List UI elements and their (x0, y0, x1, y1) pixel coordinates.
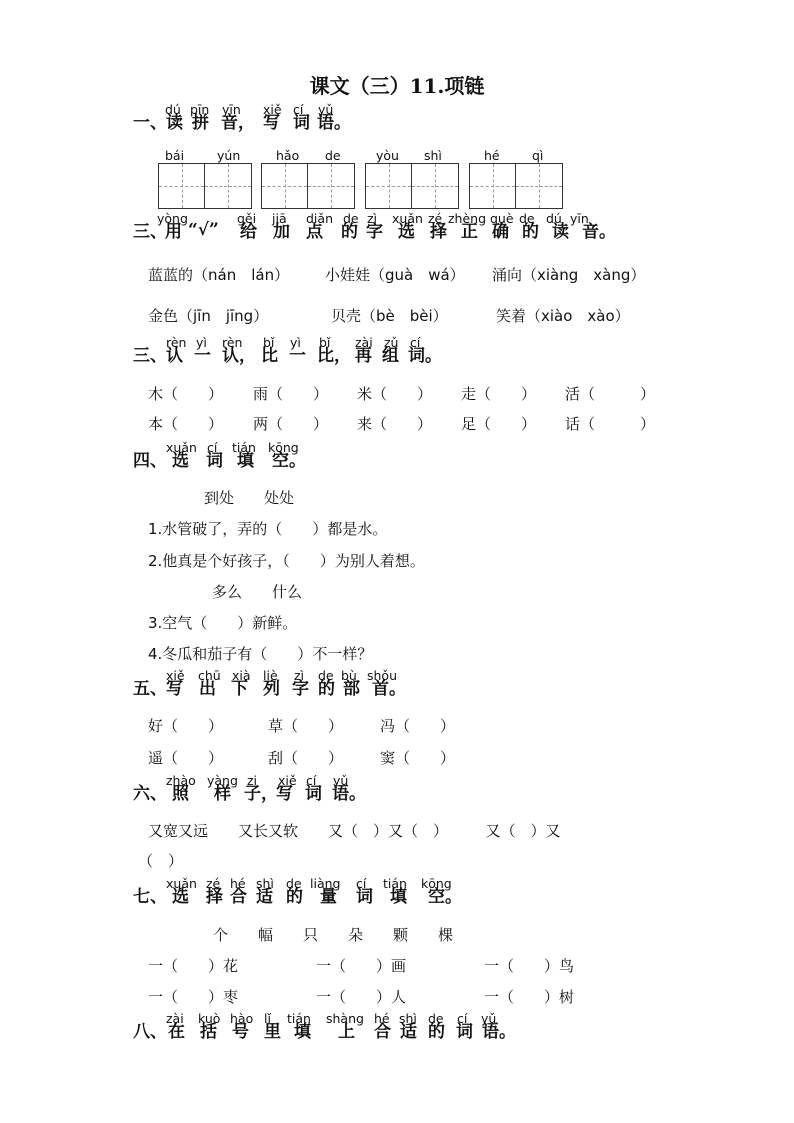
pinyin: liè (263, 668, 278, 683)
char: 里 (264, 1022, 281, 1042)
pinyin: zài (166, 1011, 184, 1026)
pinyin: gěi (237, 211, 257, 226)
pinyin: què (490, 211, 514, 226)
char: 拼 (192, 113, 209, 133)
pinyin: zì (367, 211, 378, 226)
measure-word-item[interactable]: 一（ ）树 (484, 988, 575, 1006)
pinyin: zǔ (384, 335, 399, 350)
pinyin: xiě (278, 773, 297, 788)
pinyin: xuǎn (166, 440, 197, 455)
char: 写 (263, 113, 280, 133)
word-group-item[interactable]: 走（ ） (461, 385, 537, 403)
section-number: 六、 (133, 784, 167, 804)
char: 语。 (482, 1022, 516, 1042)
char: 字 (292, 679, 309, 699)
pinyin: cí (410, 335, 421, 350)
char: 号 (232, 1022, 249, 1042)
measure-word-item[interactable]: 一（ ）人 (316, 988, 407, 1006)
pinyin: rèn (166, 335, 187, 350)
reading-choice-item[interactable]: 笑着（xiào xào） (496, 307, 630, 325)
pinyin: diǎn (306, 211, 333, 226)
char: 部 (343, 679, 360, 699)
char: 一 (194, 346, 211, 366)
char: 词 (356, 887, 373, 907)
word-group-item[interactable]: 木（ ） (148, 385, 224, 403)
char: 再 (355, 346, 372, 366)
pinyin: xuǎn (166, 876, 197, 891)
grid-pinyin: de (325, 148, 341, 163)
char: 择 (430, 222, 447, 242)
pinyin: zì (294, 668, 305, 683)
pinyin: rèn (222, 335, 243, 350)
pinyin: de (318, 668, 334, 683)
grid-pinyin: hǎo (276, 148, 300, 163)
char: 的 (428, 1022, 445, 1042)
char: 适 (256, 887, 273, 907)
section-number: 一、 (133, 113, 167, 133)
radical-item[interactable]: 窦（ ） (380, 749, 456, 767)
char: 出 (199, 679, 216, 699)
reading-choice-item[interactable]: 涌向（xiàng xàng） (492, 266, 646, 284)
pinyin: de (343, 211, 359, 226)
char: 读 (166, 113, 183, 133)
writing-grid[interactable] (365, 163, 459, 209)
char: 空。 (272, 451, 306, 471)
char: 正 (461, 222, 478, 242)
radical-item[interactable]: 好（ ） (148, 717, 224, 735)
fill-blank-question[interactable]: 4.冬瓜和茄子有（ ）不一样？ (148, 645, 373, 663)
pinyin: shì (399, 1011, 417, 1026)
measure-word-item[interactable]: 一（ ）枣 (148, 988, 239, 1006)
pinyin: kōng (268, 440, 299, 455)
example-words-line[interactable]: （ ） (138, 852, 184, 870)
char: 列 (263, 679, 280, 699)
word-choices: 到处 处处 (204, 489, 295, 507)
reading-choice-item[interactable]: 小娃娃（guà wá） (325, 266, 465, 284)
char: 样 (214, 784, 231, 804)
char: 点 (306, 222, 323, 242)
pinyin: zé (206, 876, 221, 891)
radical-item[interactable]: 遥（ ） (148, 749, 224, 767)
char: 加 (273, 222, 290, 242)
pinyin: tián (232, 440, 256, 455)
writing-grid[interactable] (261, 163, 355, 209)
fill-blank-question[interactable]: 2.他真是个好孩子，（ ）为别人着想。 (148, 552, 425, 570)
char: 的 (286, 887, 303, 907)
word-group-item[interactable]: 活（ ） (565, 385, 656, 403)
char: 的 (341, 222, 358, 242)
char: 照 (172, 784, 189, 804)
pinyin: chū (198, 668, 221, 683)
char: 读 (552, 222, 569, 242)
char: 字 (366, 222, 383, 242)
char: 词。 (408, 346, 442, 366)
char: 子， (244, 784, 278, 804)
example-words-line[interactable]: 又宽又远 又长又软 又（ ）又（ ） 又（ ）又 (148, 822, 561, 840)
grid-pinyin: qì (532, 148, 544, 163)
grid-pinyin: yún (217, 148, 241, 163)
pinyin: yīn (222, 102, 241, 117)
char: 量 (320, 887, 337, 907)
grid-pinyin: yòu (376, 148, 399, 163)
pinyin: kōng (421, 876, 452, 891)
pinyin: cí (306, 773, 317, 788)
page-title: 课文（三）11.项链 (309, 74, 485, 98)
pinyin: de (428, 1011, 444, 1026)
pinyin: cí (457, 1011, 468, 1026)
char: 词 (305, 784, 322, 804)
pinyin: yǔ (333, 773, 349, 788)
measure-word-choices: 个 幅 只 朵 颗 棵 (213, 926, 454, 944)
pinyin: zi (247, 773, 258, 788)
grid-pinyin: hé (484, 148, 500, 163)
char: 词 (293, 113, 310, 133)
char: 在 (168, 1022, 185, 1042)
pinyin: tián (287, 1011, 311, 1026)
char: 适 (400, 1022, 417, 1042)
writing-grid[interactable] (158, 163, 252, 209)
char: 比 (261, 346, 278, 366)
word-group-item[interactable]: 本（ ） (148, 415, 224, 433)
word-group-item[interactable]: 米（ ） (357, 385, 433, 403)
pinyin: yǔ (318, 102, 334, 117)
section-number: 八、 (133, 1022, 167, 1042)
pinyin: xiě (166, 668, 185, 683)
char: 语。 (317, 113, 351, 133)
char: 写 (166, 679, 183, 699)
section-number: 四、 (133, 451, 167, 471)
char: 音， (221, 113, 255, 133)
char: 确 (492, 222, 509, 242)
pinyin: zé (428, 211, 443, 226)
pinyin: cí (293, 102, 304, 117)
pinyin: shì (256, 876, 274, 891)
pinyin: de (286, 876, 302, 891)
pinyin: zài (355, 335, 373, 350)
section-number: 三、 (133, 222, 167, 242)
pinyin: tián (383, 876, 407, 891)
section-number: 三、 (133, 346, 167, 366)
char: “√” (188, 220, 219, 240)
pinyin: yǔ (481, 1011, 497, 1026)
measure-word-item[interactable]: 一（ ）鸟 (484, 957, 575, 975)
char: 选 (398, 222, 415, 242)
char: 空。 (428, 887, 462, 907)
radical-item[interactable]: 冯（ ） (380, 717, 456, 735)
char: 音。 (582, 222, 616, 242)
pinyin: cí (356, 876, 367, 891)
pinyin: lǐ (264, 1011, 271, 1026)
pinyin: jiā (272, 211, 287, 226)
pinyin: bù (341, 668, 357, 683)
section-number: 七、 (133, 887, 167, 907)
char: 给 (240, 222, 257, 242)
measure-word-item[interactable]: 一（ ）花 (148, 957, 239, 975)
pinyin: bǐ (319, 335, 331, 350)
pinyin: zhào (166, 773, 196, 788)
char: 的 (522, 222, 539, 242)
word-group-item[interactable]: 雨（ ） (253, 385, 329, 403)
pinyin: yòng (157, 211, 188, 226)
char: 上 (338, 1022, 355, 1042)
grid-pinyin: shì (424, 148, 442, 163)
grid-pinyin: bái (165, 148, 185, 163)
char: 选 (172, 451, 189, 471)
char: 下 (231, 679, 248, 699)
char: 首。 (372, 679, 406, 699)
char: 一 (289, 346, 306, 366)
pinyin: dú (165, 102, 181, 117)
pinyin: yàng (207, 773, 238, 788)
fill-blank-question[interactable]: 3.空气（ ）新鲜。 (148, 614, 298, 632)
word-group-item[interactable]: 来（ ） (357, 415, 433, 433)
pinyin: shǒu (367, 668, 398, 683)
pinyin: pīn (190, 102, 210, 117)
pinyin: yì (290, 335, 301, 350)
pinyin: kuò (198, 1011, 221, 1026)
pinyin: yīn (570, 211, 589, 226)
pinyin: zhèng (448, 211, 487, 226)
pinyin: hé (374, 1011, 390, 1026)
section-number: 五、 (133, 679, 167, 699)
char: 写 (276, 784, 293, 804)
radical-item[interactable]: 草（ ） (268, 717, 344, 735)
word-group-item[interactable]: 足（ ） (461, 415, 537, 433)
char: 用 (165, 222, 182, 242)
char: 组 (382, 346, 399, 366)
pinyin: yì (196, 335, 207, 350)
char: 语。 (332, 784, 366, 804)
radical-item[interactable]: 刮（ ） (268, 749, 344, 767)
char: 填 (390, 887, 407, 907)
char: 括 (200, 1022, 217, 1042)
reading-choice-item[interactable]: 蓝蓝的（nán lán） (148, 266, 290, 284)
char: 认 (166, 346, 183, 366)
pinyin: xià (232, 668, 251, 683)
pinyin: cí (207, 440, 218, 455)
pinyin: shàng (326, 1011, 364, 1026)
word-choices: 多么 什么 (212, 583, 303, 601)
char: 词 (456, 1022, 473, 1042)
pinyin: dú (546, 211, 562, 226)
char: 择 (206, 887, 223, 907)
pinyin: de (519, 211, 535, 226)
pinyin: xiě (263, 102, 282, 117)
char: 比， (317, 346, 351, 366)
char: 认， (222, 346, 256, 366)
fill-blank-question[interactable]: 1.水管破了，弄的（ ）都是水。 (148, 520, 388, 538)
char: 词 (206, 451, 223, 471)
pinyin: liàng (310, 876, 341, 891)
char: 的 (318, 679, 335, 699)
reading-choice-item[interactable]: 金色（jīn jīng） (148, 307, 269, 325)
measure-word-item[interactable]: 一（ ）画 (316, 957, 407, 975)
word-group-item[interactable]: 话（ ） (565, 415, 656, 433)
pinyin: xuǎn (392, 211, 423, 226)
char: 选 (172, 887, 189, 907)
writing-grid[interactable] (469, 163, 563, 209)
word-group-item[interactable]: 两（ ） (253, 415, 329, 433)
char: 合 (230, 887, 247, 907)
pinyin: hé (230, 876, 246, 891)
char: 填 (237, 451, 254, 471)
pinyin: hào (230, 1011, 254, 1026)
pinyin: bǐ (263, 335, 275, 350)
char: 填 (294, 1022, 311, 1042)
reading-choice-item[interactable]: 贝壳（bè bèi） (331, 307, 448, 325)
char: 合 (374, 1022, 391, 1042)
